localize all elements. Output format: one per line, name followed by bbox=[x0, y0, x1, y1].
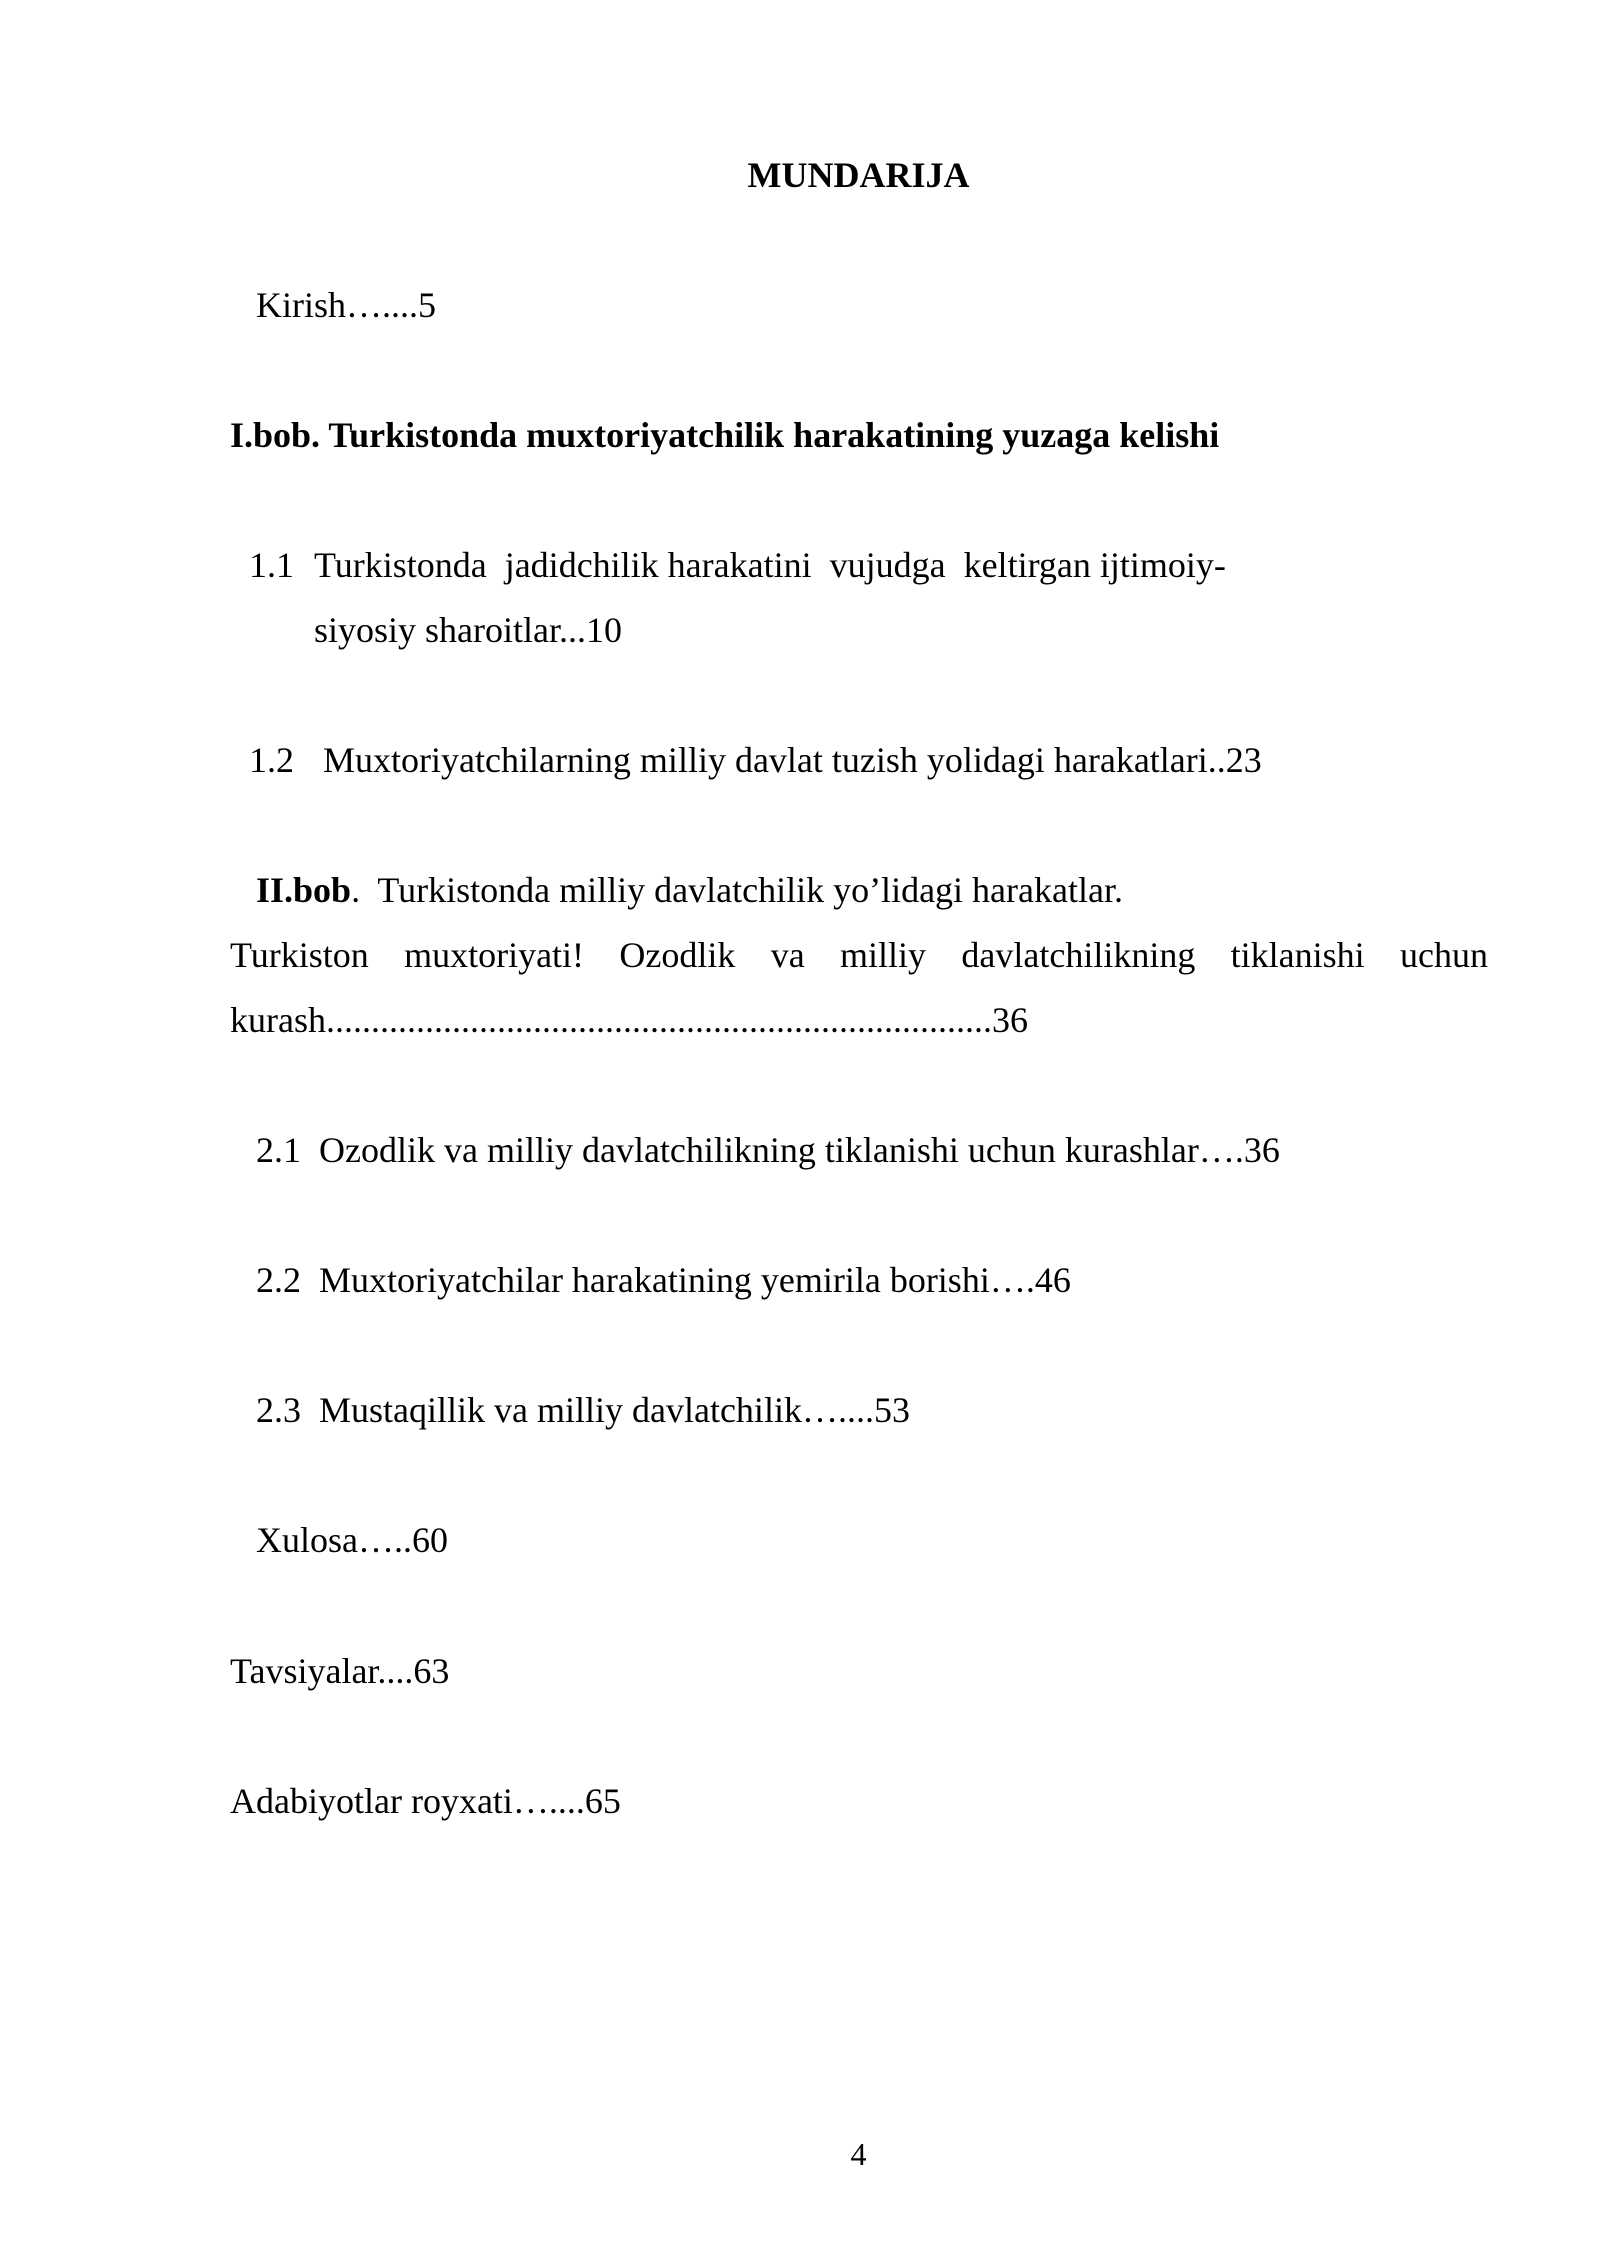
toc-chapter-1: I.bob. Turkistonda muxtoriyatchilik harakatining yuzaga kelishi bbox=[230, 415, 1220, 455]
toc-entry-xulosa: Xulosa…..60 bbox=[256, 1520, 448, 1560]
toc-section-2-2: 2.2 Muxtoriyatchilar harakatining yemirila borishi….46 bbox=[256, 1260, 1071, 1300]
toc-entry-adabiyotlar: Adabiyotlar royxati…....65 bbox=[230, 1781, 621, 1821]
toc-section-1-1-line2: siyosiy sharoitlar...10 bbox=[314, 610, 622, 650]
toc-chapter-2-label: II.bob bbox=[256, 870, 352, 910]
toc-entry-tavsiyalar: Tavsiyalar....63 bbox=[230, 1651, 450, 1691]
page-title: MUNDARIJA bbox=[747, 155, 970, 195]
toc-chapter-2-text: . Turkistonda milliy davlatchilik yo’lidagi harakatlar. bbox=[351, 870, 1123, 910]
toc-chapter-2-line3: kurash..........................................................................36 bbox=[230, 1000, 1028, 1040]
toc-section-1-2: Muxtoriyatchilarning milliy davlat tuzish yolidagi harakatlari..23 bbox=[323, 740, 1262, 780]
toc-section-1-1-line1: Turkistonda jadidchilik harakatini vujudga keltirgan ijtimoiy- bbox=[314, 545, 1226, 585]
toc-chapter-2-line2: Turkiston muxtoriyati! Ozodlik va milliy davlatchilikning tiklanishi uchun bbox=[230, 935, 1488, 975]
toc-section-1-2-number: 1.2 bbox=[249, 740, 294, 780]
toc-chapter-2 bbox=[256, 867, 1123, 913]
toc-entry-kirish: Kirish…....5 bbox=[256, 285, 436, 325]
toc-section-2-3: 2.3 Mustaqillik va milliy davlatchilik…....53 bbox=[256, 1390, 910, 1430]
toc-section-2-1: 2.1 Ozodlik va milliy davlatchilikning tiklanishi uchun kurashlar….36 bbox=[256, 1130, 1280, 1170]
toc-section-1-1-number: 1.1 bbox=[249, 545, 294, 585]
page-number: 4 bbox=[850, 2136, 867, 2172]
